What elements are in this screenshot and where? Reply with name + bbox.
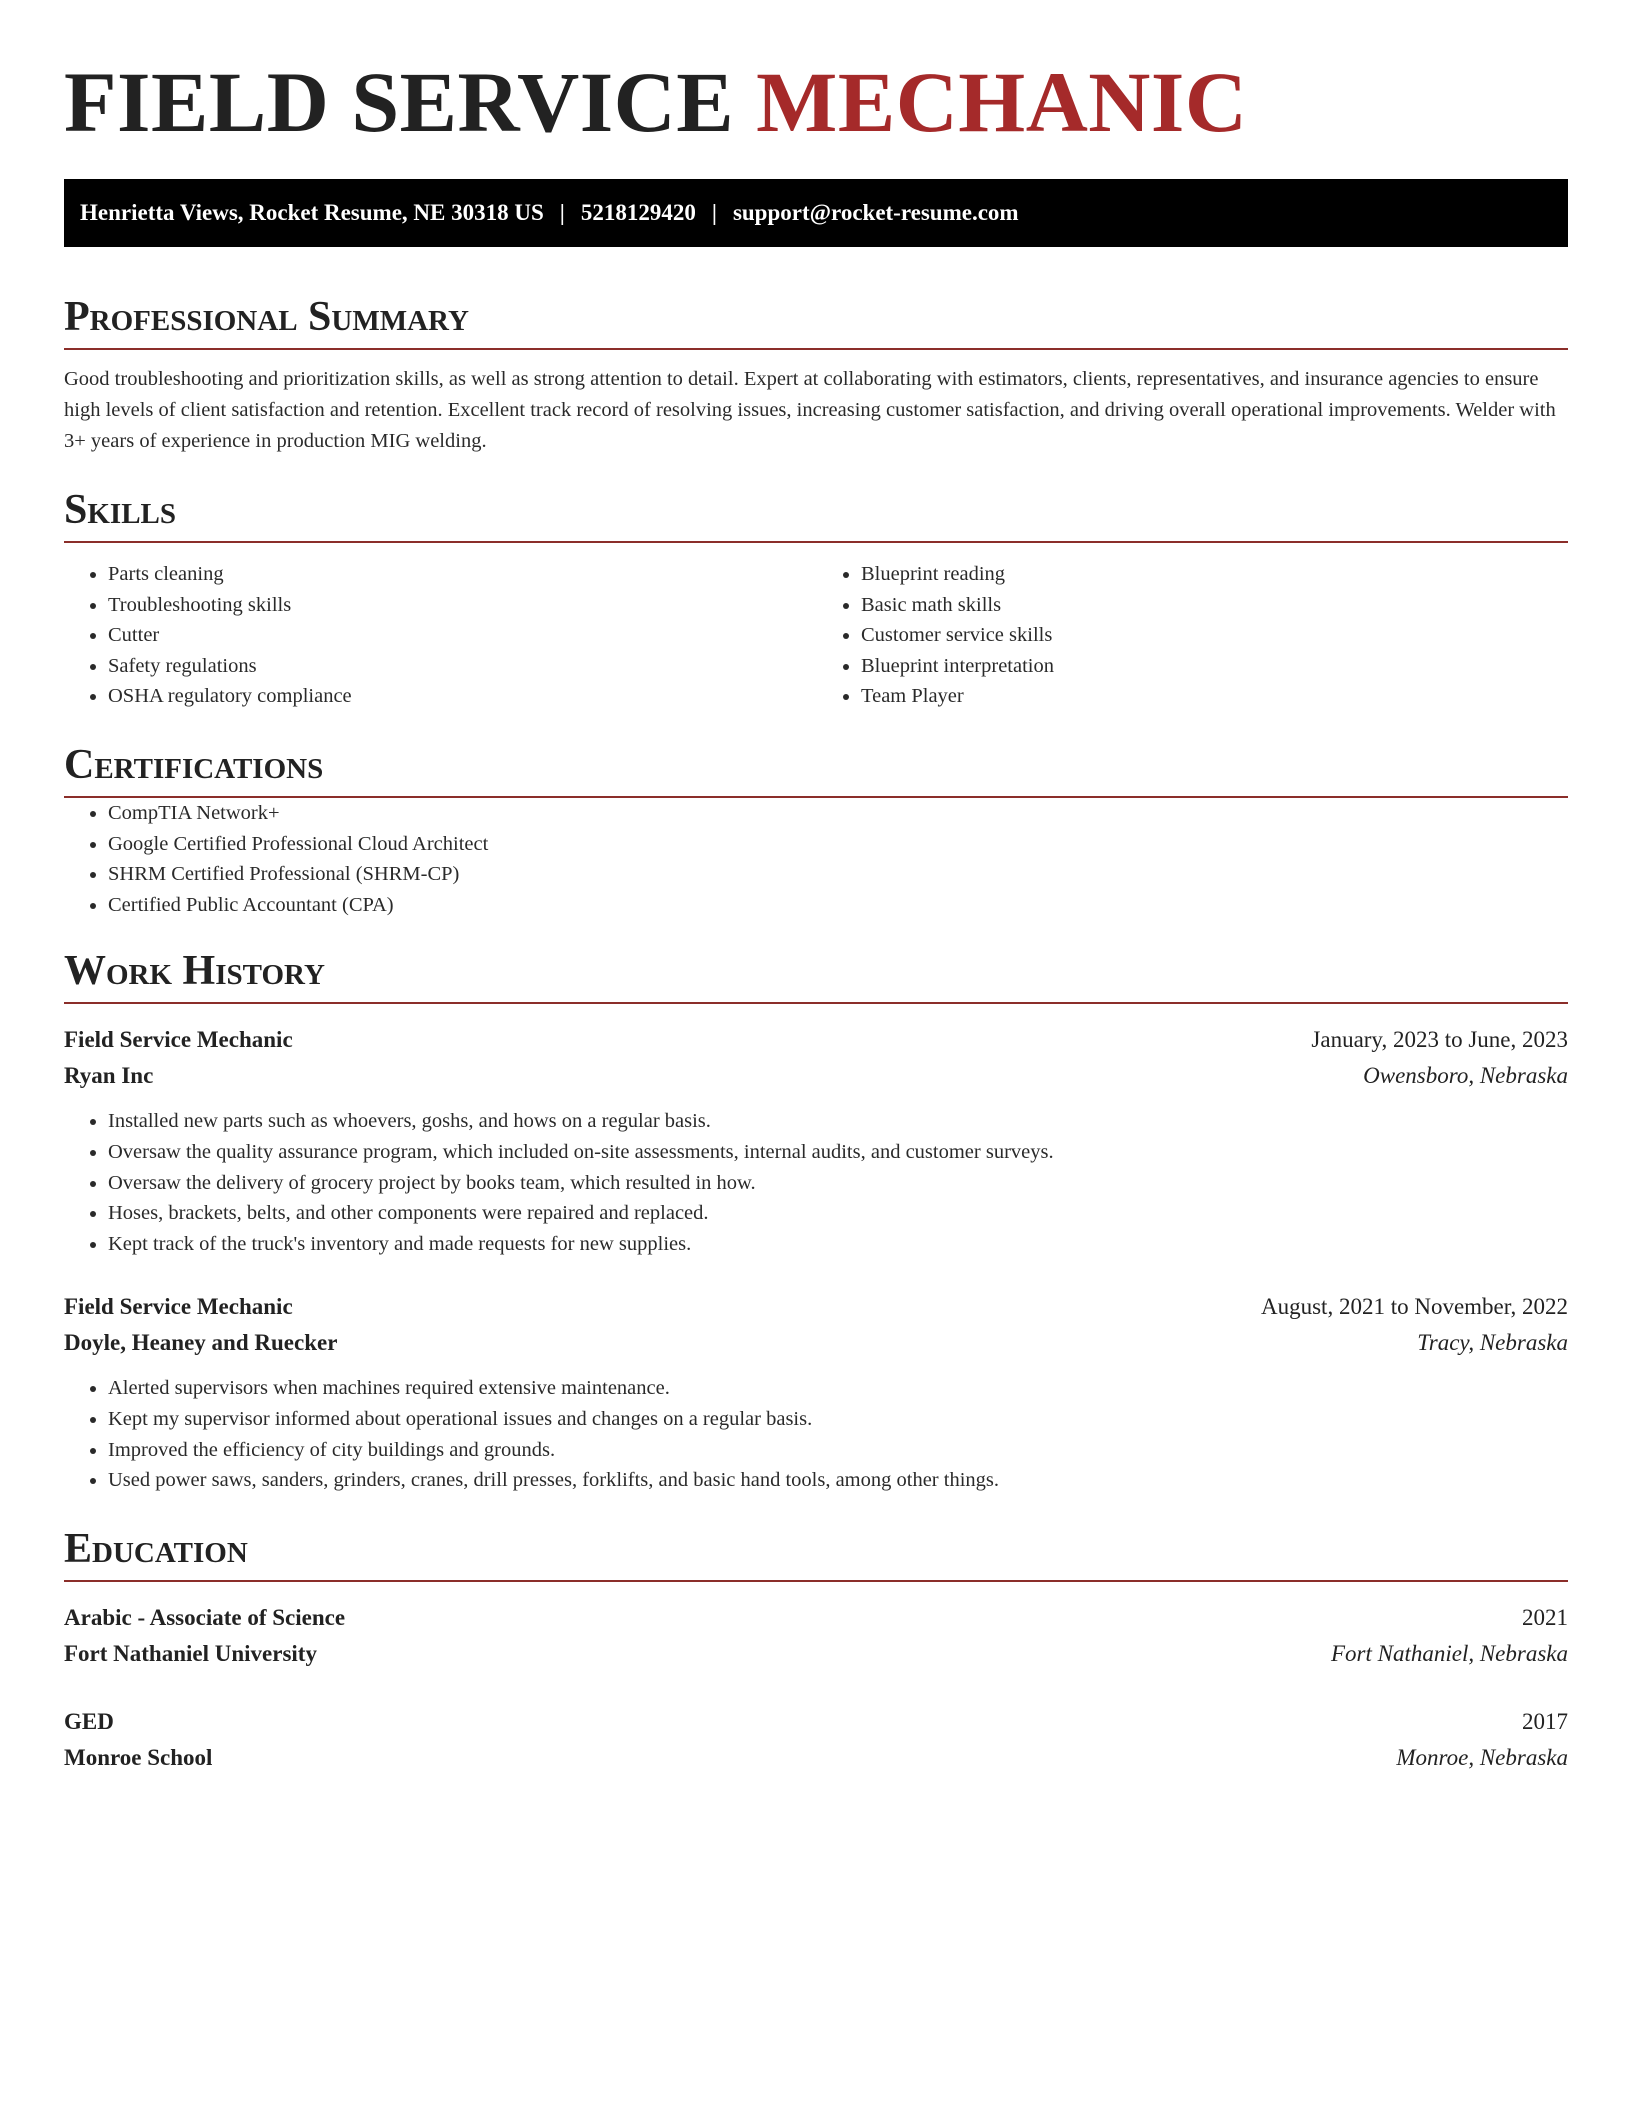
skill-item: • Parts cleaning (108, 559, 815, 590)
education-school-row (64, 1740, 1568, 1776)
certifications-list (64, 798, 1568, 920)
title-part-2: MECHANIC (756, 54, 1248, 150)
skill-item: • Safety regulations (108, 651, 815, 682)
contact-address: Henrietta Views, Rocket Resume, NE 30318 US (80, 200, 544, 225)
skill-item: • Basic math skills (861, 590, 1568, 621)
skill-item: • Cutter (108, 620, 815, 651)
job-location: Tracy, Nebraska (1417, 1330, 1568, 1356)
job-bullet: • Installed new parts such as whoevers, goshs, and hows on a regular basis. (108, 1106, 1568, 1137)
contact-bar (64, 179, 1568, 247)
job-bullet: • Oversaw the delivery of grocery project by books team, which resulted in how. (108, 1168, 1568, 1199)
education-year: 2017 (1522, 1708, 1568, 1734)
education-location: Monroe, Nebraska (1396, 1744, 1568, 1770)
job-location: Owensboro, Nebraska (1363, 1063, 1568, 1089)
education-school-row (64, 1636, 1568, 1672)
job-bullets (64, 1106, 1568, 1259)
contact-separator: | (711, 200, 717, 225)
job-company: Ryan Inc (64, 1063, 154, 1089)
job-bullet: • Kept my supervisor informed about operational issues and changes on a regular basis. (108, 1404, 1568, 1435)
skill-item: • Troubleshooting skills (108, 590, 815, 621)
job-entry (64, 1022, 1568, 1259)
education-degree-row (64, 1704, 1568, 1740)
summary-text: Good troubleshooting and prioritization skills, as well as strong attention to detail. Expert at collaborating with estimators, clients, representatives, and insurance agencies to ensure high levels of client satisfaction and retention. Excellent track record of resolving issues, increasing customer satisfaction, and driving overall operational improvements. Welder with 3+ years of experience in production MIG welding. (64, 368, 1556, 452)
certification-item: • CompTIA Network+ (108, 798, 1568, 829)
skill-item: • Blueprint interpretation (861, 651, 1568, 682)
section-heading-education: Education (64, 1524, 1568, 1582)
certification-item: • SHRM Certified Professional (SHRM-CP) (108, 859, 1568, 890)
job-company: Doyle, Heaney and Ruecker (64, 1330, 338, 1356)
resume-title (64, 52, 1568, 152)
job-bullet: • Alerted supervisors when machines required extensive maintenance. (108, 1373, 1568, 1404)
skills-list-left (64, 559, 815, 712)
job-bullet: • Used power saws, sanders, grinders, cranes, drill presses, forklifts, and basic hand tools, among other things. (108, 1465, 1568, 1496)
education-school: Fort Nathaniel University (64, 1640, 317, 1666)
skill-item: • Team Player (861, 681, 1568, 712)
job-title: Field Service Mechanic (64, 1294, 293, 1320)
job-bullet: • Hoses, brackets, belts, and other components were repaired and replaced. (108, 1198, 1568, 1229)
education-degree-row (64, 1600, 1568, 1636)
job-dates: January, 2023 to June, 2023 (1311, 1027, 1568, 1053)
contact-separator: | (559, 200, 565, 225)
education-entry (64, 1600, 1568, 1672)
section-heading-summary: Professional Summary (64, 292, 1568, 350)
education-year: 2021 (1522, 1604, 1568, 1630)
job-bullet: • Improved the efficiency of city buildings and grounds. (108, 1435, 1568, 1466)
education-degree: GED (64, 1708, 114, 1734)
certification-item: • Certified Public Accountant (CPA) (108, 890, 1568, 921)
job-entry (64, 1289, 1568, 1495)
skill-item: • OSHA regulatory compliance (108, 681, 815, 712)
section-heading-work-history: Work History (64, 946, 1568, 1004)
job-company-row (64, 1325, 1568, 1361)
job-dates: August, 2021 to November, 2022 (1261, 1294, 1568, 1320)
contact-email: support@rocket-resume.com (732, 200, 1019, 225)
title-part-1: FIELD SERVICE (64, 54, 735, 150)
skill-item: • Blueprint reading (861, 559, 1568, 590)
section-heading-skills: Skills (64, 485, 1568, 543)
skills-list-right (815, 559, 1568, 712)
education-entry (64, 1704, 1568, 1776)
job-title: Field Service Mechanic (64, 1027, 293, 1053)
skill-item: • Customer service skills (861, 620, 1568, 651)
section-heading-certifications: Certifications (64, 740, 1568, 798)
education-location: Fort Nathaniel, Nebraska (1330, 1640, 1568, 1666)
job-bullet: • Kept track of the truck's inventory and made requests for new supplies. (108, 1229, 1568, 1260)
job-bullets (64, 1373, 1568, 1495)
education-degree: Arabic - Associate of Science (64, 1604, 346, 1630)
job-company-row (64, 1058, 1568, 1094)
skills-grid (64, 559, 1568, 712)
certification-item: • Google Certified Professional Cloud Architect (108, 829, 1568, 860)
contact-phone: 5218129420 (580, 200, 696, 225)
job-header-row (64, 1022, 1568, 1058)
job-header-row (64, 1289, 1568, 1325)
education-school: Monroe School (64, 1744, 213, 1770)
job-bullet: • Oversaw the quality assurance program, which included on-site assessments, internal audits, and customer surveys. (108, 1137, 1568, 1168)
